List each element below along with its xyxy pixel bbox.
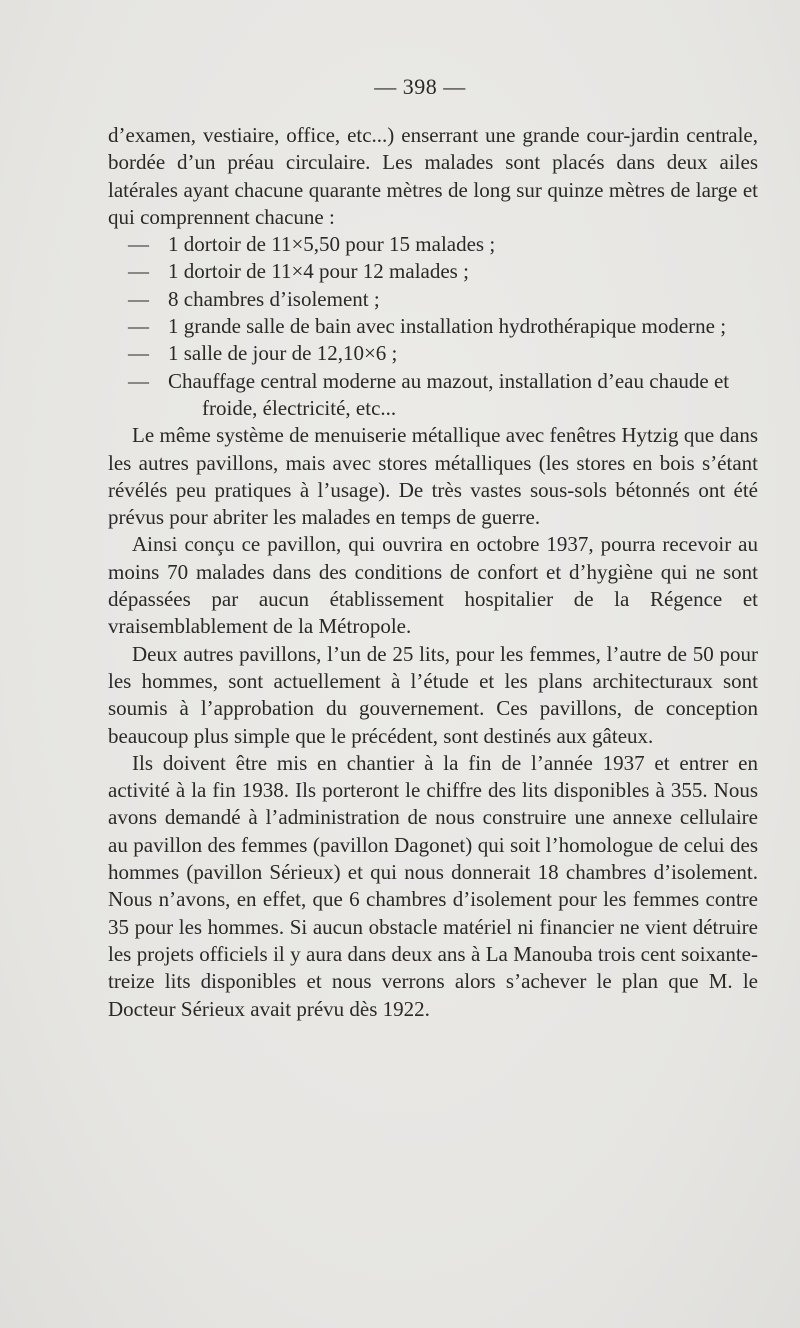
list-item [108, 231, 758, 258]
list-dash: — [128, 232, 149, 257]
intro-paragraph: d’examen, vestiaire, office, etc...) enserrant une grande cour-jardin centrale, bordée d’un préau circulaire. Les malades sont placés dans deux ailes latérales ayant chacune quarante mètres de long sur quinze mètres de large et qui comprennent chacune : [108, 123, 758, 229]
list-dash: — [128, 286, 149, 311]
room-list [108, 231, 758, 422]
list-item-text: Chauffage central moderne au mazout, installation d’eau chaude et froide, électricité, etc... [168, 368, 730, 420]
list-item-text: 1 dortoir de 11×4 pour 12 malades ; [168, 259, 469, 284]
list-dash: — [128, 259, 149, 284]
list-dash: — [128, 314, 149, 339]
list-item [108, 340, 758, 367]
paragraph: Ainsi conçu ce pavillon, qui ouvrira en octobre 1937, pourra recevoir au moins 70 malades dans des conditions de confort et d’hygiène qui ne sont dépassées par aucun établissement hospitalier de la Régence et vraisemblablement de la Métropole. [108, 532, 758, 639]
list-item [108, 286, 758, 313]
list-dash: — [128, 341, 149, 366]
paragraph: Ils doivent être mis en chantier à la fin de l’année 1937 et entrer en activité à la fin 1938. Ils porteront le chiffre des lits disponibles à 355. Nous avons demandé à l’administration de nous construire une annexe cellulaire au pavillon des femmes (pavillon Dagonet) qui soit l’homologue de celui des hommes (pavillon Sérieux) et qui nous donnerait 18 chambres d’isolement. Nous n’avons, en effet, que 6 chambres d’isolement pour les femmes contre 35 pour les hommes. Si aucun obstacle matériel ni financier ne vient détruire les projets officiels il y aura dans deux ans à La Manouba trois cent soixante-treize lits disponibles et nous verrons alors s’achever le plan que M. le Docteur Sérieux avait prévu dès 1922. [108, 750, 758, 1021]
page-number: — 398 — [374, 74, 466, 99]
paragraph: Deux autres pavillons, l’un de 25 lits, pour les femmes, l’autre de 50 pour les hommes, sont actuellement à l’étude et les plans architecturaux sont soumis à l’approbation du gouvernement. Ces pavillons, de conception beaucoup plus simple que le précédent, sont destinés aux gâteux. [108, 641, 758, 748]
list-item [108, 368, 758, 423]
list-item-text: 1 salle de jour de 12,10×6 ; [168, 341, 398, 366]
list-item [108, 313, 758, 340]
body-text [108, 122, 758, 1023]
list-item [108, 258, 758, 285]
list-dash: — [128, 368, 149, 393]
paragraph: Le même système de menuiserie métallique avec fenêtres Hytzig que dans les autres pavillons, mais avec stores métalliques (les stores en bois s’étant révélés peu pratiques à l’usage). De très vastes sous-sols bétonnés ont été prévus pour abriter les malades en temps de guerre. [108, 423, 758, 530]
list-item-text: 1 grande salle de bain avec installation hydrothérapique moderne ; [168, 314, 727, 339]
list-item-text: 1 dortoir de 11×5,50 pour 15 malades ; [168, 232, 496, 257]
list-item-text: 8 chambres d’isolement ; [168, 286, 380, 311]
